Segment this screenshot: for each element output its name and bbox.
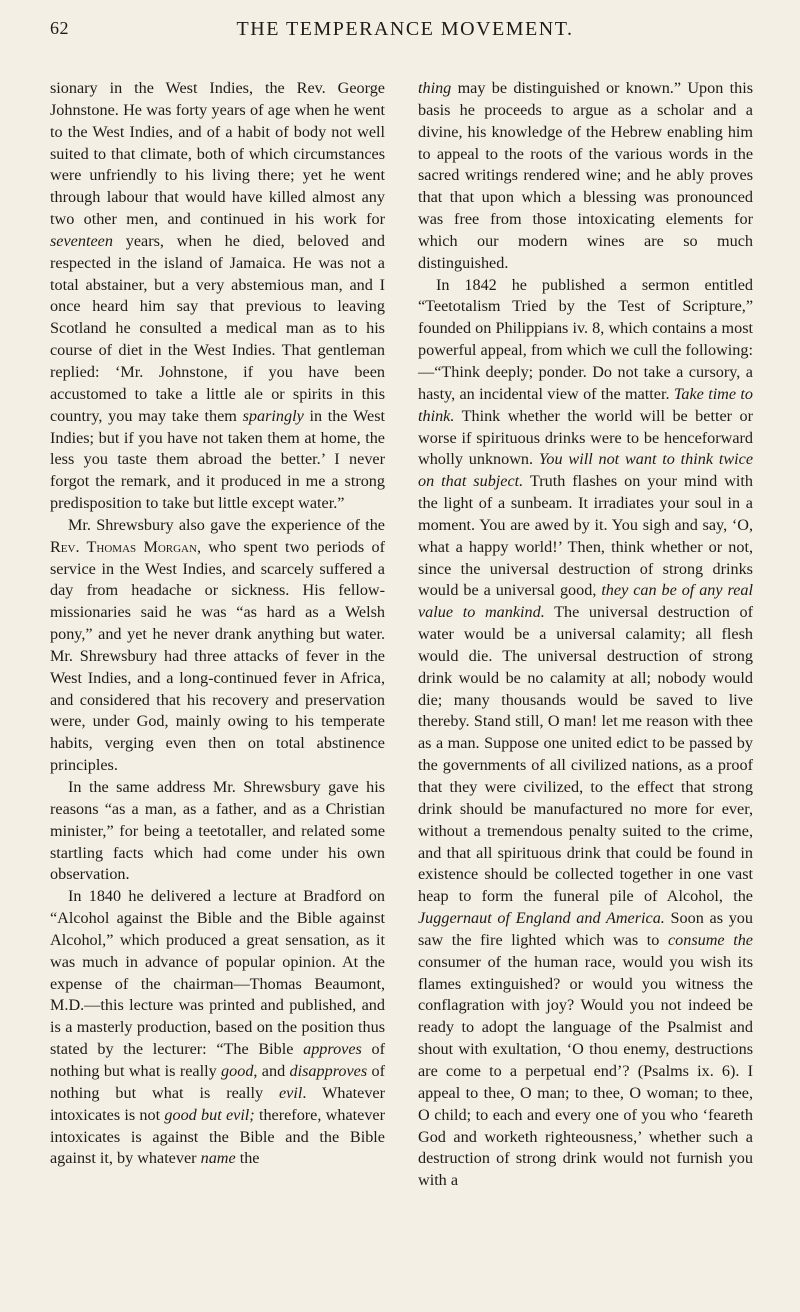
paragraph: sionary in the West Indies, the Rev. George Johnstone. He was forty years of age when he went to the West Indies, and of a habit of body not well suited to that climate, both of which circumstances were unfriendly to his living there; yet he went through labour that would have killed almost any two other men, and continued in his work for seventeen years, when he died, beloved and respected in the island of Jamaica. He was not a total abstainer, but a very abstemious man, and I once heard him say that previous to leaving Scotland he consulted a medical man as to his course of diet in the West Indies. That gentleman replied: ‘Mr. Johnstone, if you have been accustomed to take a little ale or spirits in this country, you may take them sparingly in the West Indies; but if you have not taken them at home, the less you taste them abroad the better.’ I never forgot the remark, and it produced in me a strong predisposition to take but little except water.” — [50, 79, 385, 513]
italic-text: name — [200, 1149, 236, 1168]
italic-text: You will not want to think twice on that subject. — [418, 450, 754, 491]
italic-text: good — [221, 1061, 254, 1080]
italic-text: consume the — [667, 930, 753, 949]
italic-text: evil — [279, 1083, 303, 1102]
page-number: 62 — [50, 18, 69, 38]
paragraph: In the same address Mr. Shrewsbury gave his reasons “as a man, as a father, and as a Christian minister,” for being a teetotaller, and related some startling facts which had come under his own observation. — [50, 778, 385, 884]
italic-text: seventeen — [50, 231, 113, 250]
right-column — [418, 78, 753, 1192]
italic-text: good but evil; — [164, 1105, 255, 1124]
paragraph: In 1842 he published a sermon entitled “Teetotalism Tried by the Test of Scripture,” founded on Philippians iv. 8, which contains a most powerful appeal, from which we cull the following:—“Think deeply; ponder. Do not take a cursory, a hasty, an incidental view of the matter. Take time to think. Think whether the world will be better or worse if spirituous drinks were to be henceforward wholly unknown. You will not want to think twice on that subject. Truth flashes on your mind with the light of a sunbeam. It irradiates your soul in a moment. You are awed by it. You sigh and say, ‘O, what a happy world!’ Then, think whether or not, since the universal destruction of strong drinks would be a universal good, they can be of any real value to mankind. The universal destruction of water would be a universal calamity; all flesh would die. The universal destruction of strong drink would be no calamity at all; nobody would die; many thousands would be saved to live thereby. Stand still, O man! let me reason with thee as a man. Suppose one united edict to be passed by the governments of all civilized nations, as a proof that they were civilized, to the effect that strong drink should be manufactured no more for ever, without a tremendous penalty suited to the crime, and that all spirituous drink that could be found in existence should be collected together in one vast heap to form the funeral pile of Alcohol, the Juggernaut of England and America. Soon as you saw the fire lighted which was to consume the consumer of the human race, would you wish its flames extinguished? or would you witness the conflagration with joy? Would you not indeed be ready to adopt the language of the Psalmist and shout with exultation, ‘O thou enemy, destructions are come to a perpetual end’? (Psalms ix. 6). I appeal to thee, O man; to thee, O woman; to thee, O child; to each and every one of you who ‘feareth God and worketh righteousness,’ whether such a destruction of strong drink would not furnish you with a — [418, 275, 754, 1190]
running-title: THE TEMPERANCE MOVEMENT. — [236, 18, 574, 40]
page-header — [50, 18, 760, 58]
italic-text: sparingly — [242, 406, 304, 425]
left-column — [50, 78, 385, 1170]
paragraph: In 1840 he delivered a lecture at Bradford on “Alcohol against the Bible and the Bible against Alcohol,” which produced a great sensation, as it was much in advance of popular opinion. At the expense of the chairman—Thomas Beaumont, M.D.—this lecture was printed and published, and is a masterly production, based on the position thus stated by the lecturer: “The Bible approves of nothing but what is really good, and disapproves of nothing but what is really evil. Whatever intoxicates is not good but evil; therefore, whatever intoxicates is against the Bible and the Bible against it, by whatever name the — [50, 887, 386, 1168]
italic-text: Juggernaut of England and America. — [418, 909, 665, 928]
italic-text: thing — [418, 79, 452, 97]
paragraph: thing may be distinguished or known.” Upon this basis he proceeds to argue as a scholar and a divine, his knowledge of the Hebrew enabling him to appeal to the roots of the various words in the sacred writings rendered wine; and he ably proves that that upon which a blessing was pronounced was free from those intoxicating elements for which our modern wines are so much distinguished. — [418, 79, 753, 272]
italic-text: approves — [303, 1040, 362, 1059]
small-caps-name: Rev. Thomas Morgan — [50, 537, 197, 556]
italic-text: Take time to think. — [418, 384, 753, 425]
paragraph: Mr. Shrewsbury also gave the experience of the Rev. Thomas Morgan, who spent two periods of service in the West Indies, and scarcely suffered a day from headache or sickness. His fellow-missionaries said he was “as hard as a Welsh pony,” and yet he never drank anything but water. Mr. Shrewsbury had three attacks of fever in the West Indies, and a long-continued fever in Africa, and considered that his recovery and preservation were, under God, mainly owing to his temperate habits, verging even then on total abstinence principles. — [50, 515, 385, 775]
italic-text: they can be of any real value to mankind. — [418, 581, 753, 622]
italic-text: disapproves — [289, 1061, 368, 1080]
